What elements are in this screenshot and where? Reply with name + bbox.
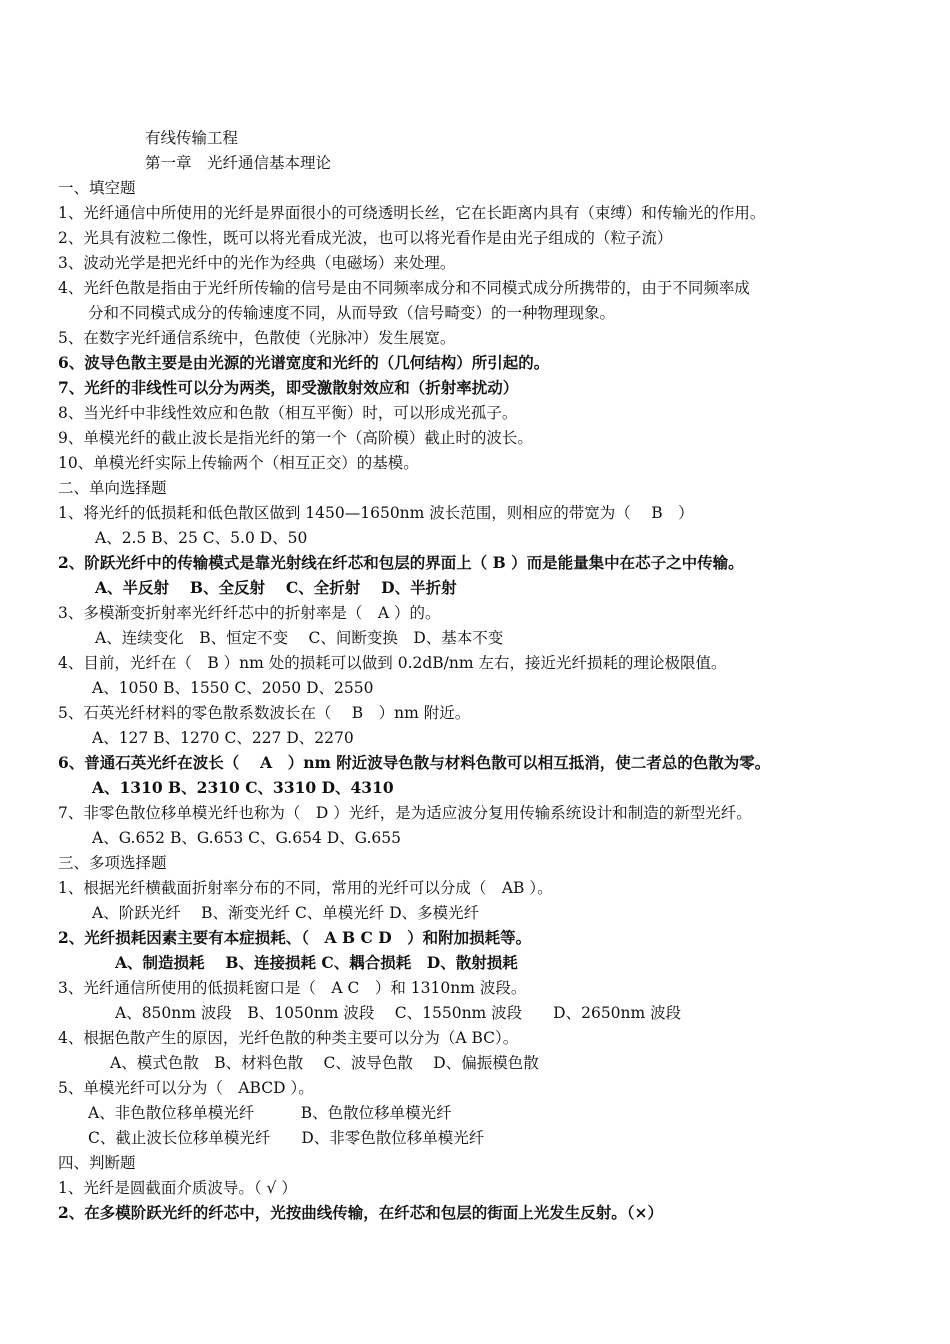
single-question: 6、普通石英光纤在波长（ A ）nm 附近波导色散与材料色散可以相互抵消，使二者总的色散为零。 [58, 753, 771, 772]
section-heading-judge: 四、判断题 [58, 1154, 136, 1172]
single-question: 2、阶跃光纤中的传输模式是靠光射线在纤芯和包层的界面上（ B ）而是能量集中在芯子之中传输。 [58, 553, 744, 572]
section-heading-single: 二、单向选择题 [58, 479, 167, 497]
single-options: A、127 B、1270 C、227 D、2270 [92, 729, 354, 747]
single-question: 3、多模渐变折射率光纤纤芯中的折射率是（ A ）的。 [58, 604, 441, 622]
single-options: A、2.5 B、25 C、5.0 D、50 [95, 529, 308, 547]
single-question: 7、非零色散位移单模光纤也称为（ D ）光纤，是为适应波分复用传输系统设计和制造的新型光纤。 [58, 804, 752, 822]
multi-options: A、模式色散 B、材料色散 C、波导色散 D、偏振模色散 [110, 1054, 539, 1072]
single-question: 5、石英光纤材料的零色散系数波长在（ B ）nm 附近。 [58, 704, 471, 722]
single-question: 1、将光纤的低损耗和低色散区做到 1450—1650nm 波长范围，则相应的带宽为（ B ） [58, 504, 694, 522]
fill-question: 10、单模光纤实际上传输两个（相互正交）的基模。 [58, 454, 419, 472]
fill-question: 4、光纤色散是指由于光纤所传输的信号是由不同频率成分和不同模式成分所携带的，由于不同频率成 [58, 279, 750, 297]
multi-question: 1、根据光纤横截面折射率分布的不同，常用的光纤可以分成（ AB ）。 [58, 879, 553, 897]
multi-question: 2、光纤损耗因素主要有本症损耗、（ A B C D ）和附加损耗等。 [58, 928, 532, 947]
judge-question: 1、光纤是圆截面介质波导。（ √ ） [58, 1179, 297, 1197]
section-heading-multi: 三、多项选择题 [58, 854, 167, 872]
single-options: A、半反射 B、全反射 C、全折射 D、半折射 [95, 578, 457, 597]
fill-question: 5、在数字光纤通信系统中，色散使（光脉冲）发生展宽。 [58, 329, 456, 347]
single-options: A、1050 B、1550 C、2050 D、2550 [92, 679, 374, 697]
multi-options: A、制造损耗 B、连接损耗 C、耦合损耗 D、散射损耗 [115, 953, 518, 972]
single-options: A、连续变化 B、恒定不变 C、间断变换 D、基本不变 [95, 629, 504, 647]
section-heading-fill: 一、填空题 [58, 179, 136, 197]
multi-options: A、阶跃光纤 B、渐变光纤 C、单模光纤 D、多模光纤 [92, 904, 480, 922]
multi-options: A、非色散位移单模光纤 B、色散位移单模光纤 [88, 1104, 452, 1122]
multi-question: 3、光纤通信所使用的低损耗窗口是（ A C ）和 1310nm 波段。 [58, 979, 527, 997]
fill-question: 2、光具有波粒二像性，既可以将光看成光波，也可以将光看作是由光子组成的（粒子流） [58, 229, 673, 247]
doc-title: 有线传输工程 [145, 129, 239, 147]
multi-question: 5、单模光纤可以分为（ ABCD ）。 [58, 1079, 314, 1097]
fill-question: 7、光纤的非线性可以分为两类，即受激散射效应和（折射率扰动） [58, 378, 519, 397]
single-question: 4、目前，光纤在（ B ）nm 处的损耗可以做到 0.2dB/nm 左右，接近光纤损耗的理论极限值。 [58, 654, 727, 672]
single-options: A、G.652 B、G.653 C、G.654 D、G.655 [92, 829, 402, 847]
judge-question: 2、在多模阶跃光纤的纤芯中，光按曲线传输，在纤芯和包层的街面上光发生反射。（×） [58, 1203, 664, 1222]
chapter-heading: 第一章 光纤通信基本理论 [145, 154, 332, 172]
fill-question-continuation: 分和不同模式成分的传输速度不同，从而导致（信号畸变）的一种物理现象。 [88, 304, 616, 322]
fill-question: 6、波导色散主要是由光源的光谱宽度和光纤的（几何结构）所引起的。 [58, 353, 550, 372]
fill-question: 8、当光纤中非线性效应和色散（相互平衡）时，可以形成光孤子。 [58, 404, 518, 422]
multi-options: C、截止波长位移单模光纤 D、非零色散位移单模光纤 [88, 1129, 485, 1147]
multi-question: 4、根据色散产生的原因，光纤色散的种类主要可以分为（A BC）。 [58, 1029, 519, 1047]
multi-options: A、850nm 波段 B、1050nm 波段 C、1550nm 波段 D、2650nm 波段 [115, 1004, 682, 1022]
single-options: A、1310 B、2310 C、3310 D、4310 [92, 778, 394, 797]
fill-question: 1、光纤通信中所使用的光纤是界面很小的可绕透明长丝，它在长距离内具有（束缚）和传输光的作用。 [58, 204, 766, 222]
fill-question: 9、单模光纤的截止波长是指光纤的第一个（高阶模）截止时的波长。 [58, 429, 533, 447]
fill-question: 3、波动光学是把光纤中的光作为经典（电磁场）来处理。 [58, 254, 456, 272]
